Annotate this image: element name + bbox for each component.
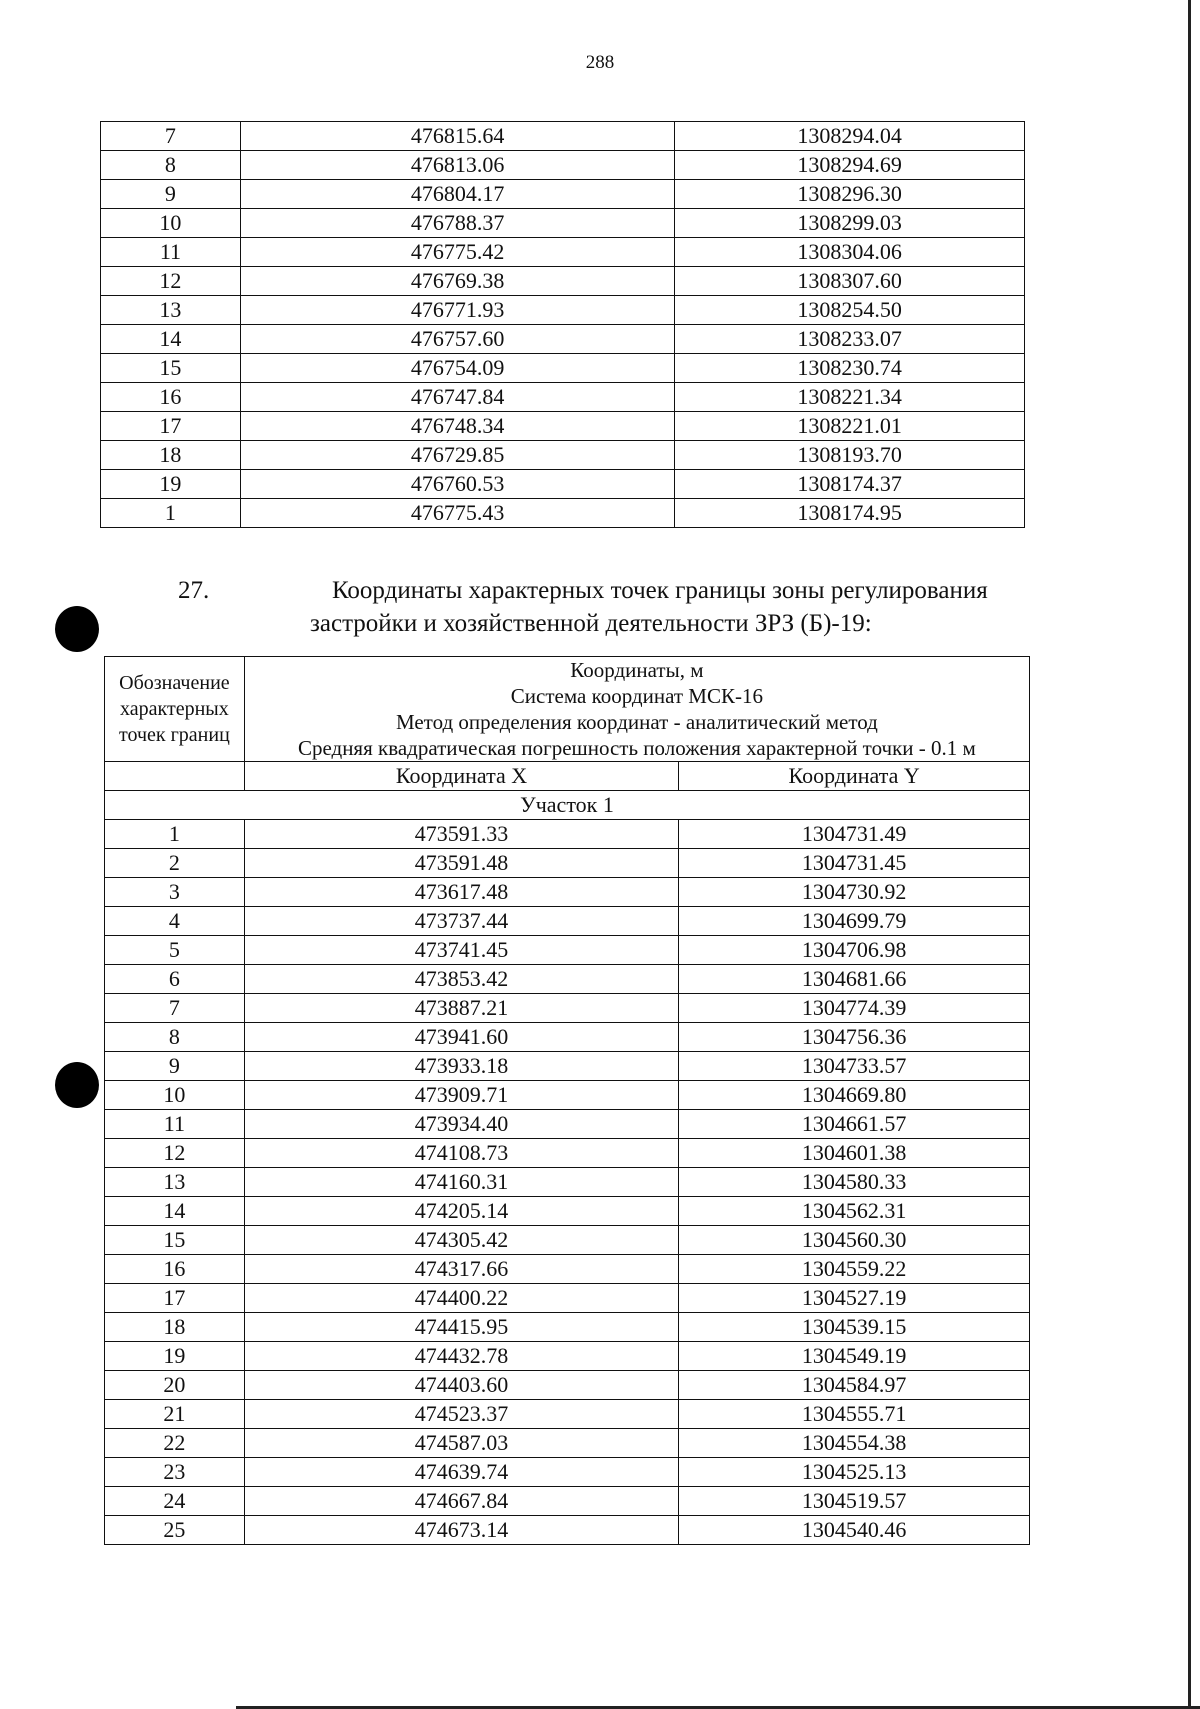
coordinate-y: 1308307.60 [675, 267, 1025, 296]
table-row [101, 354, 1025, 383]
table-row [105, 1284, 1030, 1313]
coordinate-x: 474108.73 [244, 1139, 679, 1168]
point-number: 3 [105, 878, 245, 907]
coordinate-x: 473737.44 [244, 907, 679, 936]
method-line: Метод определения координат - аналитический метод [395, 710, 878, 734]
section-title-line-2: застройки и хозяйственной деятельности ЗРЗ (Б)-19: [310, 610, 872, 637]
table-row [101, 325, 1025, 354]
section-title-line-1: Координаты характерных точек границы зоны регулирования [332, 577, 988, 604]
table-row [105, 1139, 1030, 1168]
point-number: 19 [105, 1342, 245, 1371]
table-row [105, 1313, 1030, 1342]
table-row [105, 994, 1030, 1023]
coordinate-y: 1304731.49 [679, 820, 1030, 849]
coordinate-x: 474587.03 [244, 1429, 679, 1458]
coordinate-y: 1304519.57 [679, 1487, 1030, 1516]
coordinate-y: 1304774.39 [679, 994, 1030, 1023]
coordinate-x: 476804.17 [240, 180, 675, 209]
coordinate-x: 474639.74 [244, 1458, 679, 1487]
point-number: 14 [105, 1197, 245, 1226]
point-number: 20 [105, 1371, 245, 1400]
points-header: Обозначение характерных точек границ [105, 657, 245, 762]
page-edge-right [1188, 0, 1191, 1709]
coordinates-table-continued [100, 121, 1025, 528]
table-row [105, 1342, 1030, 1371]
table-row [105, 1516, 1030, 1545]
point-number: 14 [101, 325, 241, 354]
coordinate-x: 474305.42 [244, 1226, 679, 1255]
point-number: 1 [101, 499, 241, 528]
coordinate-y: 1304730.92 [679, 878, 1030, 907]
coordinate-y: 1304733.57 [679, 1052, 1030, 1081]
table-row [101, 383, 1025, 412]
table-row [101, 296, 1025, 325]
coordinate-y: 1304580.33 [679, 1168, 1030, 1197]
point-number: 24 [105, 1487, 245, 1516]
table-row [105, 1458, 1030, 1487]
coordinate-y: 1304559.22 [679, 1255, 1030, 1284]
coordinate-x: 476788.37 [240, 209, 675, 238]
point-number: 25 [105, 1516, 245, 1545]
table-row [105, 1487, 1030, 1516]
coordinate-y: 1304527.19 [679, 1284, 1030, 1313]
section-label-row: Участок 1 [105, 791, 1030, 820]
table-row [101, 180, 1025, 209]
coordinate-y: 1304661.57 [679, 1110, 1030, 1139]
coordinate-x: 474317.66 [244, 1255, 679, 1284]
table-row [105, 1168, 1030, 1197]
table-row [105, 878, 1030, 907]
coordinate-x: 474673.14 [244, 1516, 679, 1545]
section-number: 27. [178, 577, 210, 604]
coordinate-y: 1308254.50 [675, 296, 1025, 325]
table-row [105, 907, 1030, 936]
coordinate-y: 1304554.38 [679, 1429, 1030, 1458]
coordinate-x: 476815.64 [240, 122, 675, 151]
point-number: 22 [105, 1429, 245, 1458]
point-number: 10 [101, 209, 241, 238]
coordinate-x: 476775.42 [240, 238, 675, 267]
coordinate-x: 476760.53 [240, 470, 675, 499]
table-row [101, 151, 1025, 180]
coordinate-x: 473941.60 [244, 1023, 679, 1052]
coordinate-y: 1304669.80 [679, 1081, 1030, 1110]
point-number: 19 [101, 470, 241, 499]
table-row [105, 849, 1030, 878]
coordinate-x: 474523.37 [244, 1400, 679, 1429]
point-number: 18 [101, 441, 241, 470]
coordinate-y: 1304756.36 [679, 1023, 1030, 1052]
coordinate-y: 1308233.07 [675, 325, 1025, 354]
coordinate-x: 474432.78 [244, 1342, 679, 1371]
coordinate-x: 476813.06 [240, 151, 675, 180]
point-number: 17 [101, 412, 241, 441]
table-row [105, 1400, 1030, 1429]
coordinate-y: 1304706.98 [679, 936, 1030, 965]
point-number: 8 [101, 151, 241, 180]
point-number: 12 [105, 1139, 245, 1168]
column-header-y: Координата Y [679, 762, 1030, 791]
coordinate-y: 1304601.38 [679, 1139, 1030, 1168]
coord-system: Система координат МСК-16 [510, 684, 763, 708]
table-row [101, 267, 1025, 296]
coordinate-x: 474205.14 [244, 1197, 679, 1226]
coordinate-y: 1304699.79 [679, 907, 1030, 936]
table-row [105, 1429, 1030, 1458]
coordinates-table [104, 656, 1030, 1545]
coordinate-y: 1308174.95 [675, 499, 1025, 528]
coordinate-y: 1304731.45 [679, 849, 1030, 878]
coordinate-y: 1304549.19 [679, 1342, 1030, 1371]
coordinate-y: 1304555.71 [679, 1400, 1030, 1429]
point-number: 10 [105, 1081, 245, 1110]
coordinate-y: 1308304.06 [675, 238, 1025, 267]
point-number: 7 [101, 122, 241, 151]
point-number: 13 [105, 1168, 245, 1197]
coordinate-y: 1304525.13 [679, 1458, 1030, 1487]
point-number: 5 [105, 936, 245, 965]
coordinate-x: 474400.22 [244, 1284, 679, 1313]
table-row [105, 1110, 1030, 1139]
page-number: 288 [585, 52, 615, 73]
point-number: 17 [105, 1284, 245, 1313]
point-number: 21 [105, 1400, 245, 1429]
point-number: 13 [101, 296, 241, 325]
coordinate-y: 1308296.30 [675, 180, 1025, 209]
coords-title: Координаты, м [570, 658, 704, 682]
table-row [105, 1081, 1030, 1110]
punch-hole [55, 606, 99, 652]
point-number: 9 [101, 180, 241, 209]
table-row [105, 1226, 1030, 1255]
coordinate-y: 1304681.66 [679, 965, 1030, 994]
point-number: 16 [101, 383, 241, 412]
point-number: 6 [105, 965, 245, 994]
point-number: 12 [101, 267, 241, 296]
coordinate-x: 473591.33 [244, 820, 679, 849]
coordinate-y: 1308299.03 [675, 209, 1025, 238]
coordinate-y: 1308221.34 [675, 383, 1025, 412]
table-row [101, 122, 1025, 151]
table-row [105, 1197, 1030, 1226]
coordinate-y: 1308174.37 [675, 470, 1025, 499]
coordinate-x: 474667.84 [244, 1487, 679, 1516]
coordinate-x: 476747.84 [240, 383, 675, 412]
coordinate-x: 474415.95 [244, 1313, 679, 1342]
coordinate-x: 473887.21 [244, 994, 679, 1023]
point-number: 11 [105, 1110, 245, 1139]
coordinate-y: 1308230.74 [675, 354, 1025, 383]
table-row [105, 1371, 1030, 1400]
table-row [101, 441, 1025, 470]
coordinate-x: 476729.85 [240, 441, 675, 470]
coordinate-y: 1308193.70 [675, 441, 1025, 470]
coordinate-x: 473591.48 [244, 849, 679, 878]
point-number: 18 [105, 1313, 245, 1342]
coordinate-y: 1304562.31 [679, 1197, 1030, 1226]
table-row [105, 965, 1030, 994]
coordinate-y: 1304540.46 [679, 1516, 1030, 1545]
coordinate-y: 1304560.30 [679, 1226, 1030, 1255]
coordinates-header [244, 657, 1029, 762]
point-number: 9 [105, 1052, 245, 1081]
coordinate-x: 476771.93 [240, 296, 675, 325]
point-number: 2 [105, 849, 245, 878]
table-row [105, 1023, 1030, 1052]
table-row [101, 499, 1025, 528]
point-number: 7 [105, 994, 245, 1023]
coordinate-x: 476748.34 [240, 412, 675, 441]
point-number: 15 [105, 1226, 245, 1255]
table-row [105, 1255, 1030, 1284]
coordinate-y: 1308221.01 [675, 412, 1025, 441]
coordinate-y: 1308294.69 [675, 151, 1025, 180]
empty-header-cell [105, 762, 245, 791]
coordinate-x: 476775.43 [240, 499, 675, 528]
table-row [105, 820, 1030, 849]
table-row [101, 209, 1025, 238]
point-number: 4 [105, 907, 245, 936]
table-row [101, 412, 1025, 441]
coordinate-x: 473909.71 [244, 1081, 679, 1110]
point-number: 15 [101, 354, 241, 383]
point-number: 16 [105, 1255, 245, 1284]
coordinate-x: 473934.40 [244, 1110, 679, 1139]
coordinate-x: 474160.31 [244, 1168, 679, 1197]
coordinate-x: 473741.45 [244, 936, 679, 965]
point-number: 1 [105, 820, 245, 849]
coordinate-y: 1304584.97 [679, 1371, 1030, 1400]
coordinate-y: 1308294.04 [675, 122, 1025, 151]
table-row [105, 936, 1030, 965]
table-row [101, 470, 1025, 499]
point-number: 23 [105, 1458, 245, 1487]
table-row [101, 238, 1025, 267]
column-header-x: Координата X [244, 762, 679, 791]
point-number: 8 [105, 1023, 245, 1052]
coordinate-x: 473617.48 [244, 878, 679, 907]
coordinate-x: 476757.60 [240, 325, 675, 354]
table-row [105, 1052, 1030, 1081]
coordinate-x: 473853.42 [244, 965, 679, 994]
coordinate-x: 474403.60 [244, 1371, 679, 1400]
coordinate-y: 1304539.15 [679, 1313, 1030, 1342]
coordinate-x: 476769.38 [240, 267, 675, 296]
coordinate-x: 473933.18 [244, 1052, 679, 1081]
accuracy-line: Средняя квадратическая погрешность положения характерной точки - 0.1 м [297, 736, 976, 760]
punch-hole [55, 1062, 99, 1108]
coordinate-x: 476754.09 [240, 354, 675, 383]
point-number: 11 [101, 238, 241, 267]
